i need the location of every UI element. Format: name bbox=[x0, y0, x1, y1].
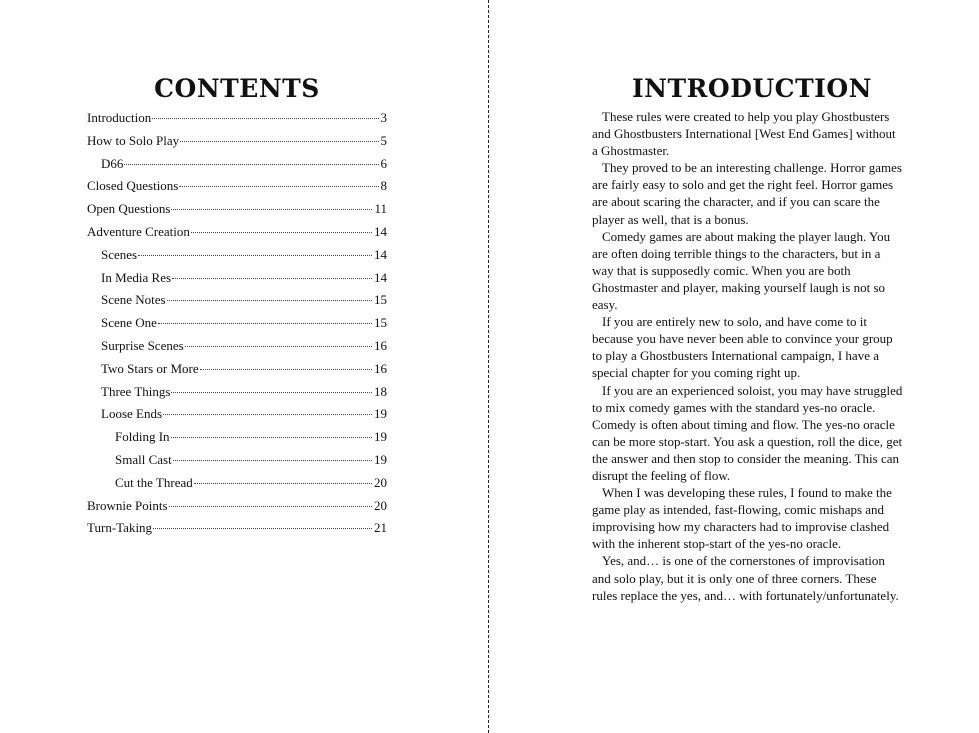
toc-entry-label: Cut the Thread bbox=[115, 474, 193, 490]
toc-entry bbox=[87, 130, 387, 153]
toc-entry bbox=[87, 358, 387, 381]
toc-entry bbox=[87, 472, 387, 495]
toc-entry-page: 21 bbox=[374, 520, 387, 536]
toc-leader-dots bbox=[171, 392, 372, 393]
toc-entry-label: Scene One bbox=[101, 315, 157, 331]
toc-entry-label: Surprise Scenes bbox=[101, 337, 184, 353]
contents-page bbox=[0, 0, 488, 733]
toc-entry-page: 11 bbox=[374, 201, 387, 217]
toc-leader-dots bbox=[185, 346, 372, 347]
toc-entry-label: Open Questions bbox=[87, 201, 171, 217]
intro-paragraph: Comedy games are about making the player laugh. You are often doing terrible things to the characters, but in a way that is supposedly comic. When you are both Ghostmaster and player, making yourself laugh is not so easy. bbox=[592, 228, 891, 313]
toc-entry bbox=[87, 244, 387, 267]
toc-entry bbox=[87, 107, 387, 130]
toc-entry bbox=[87, 517, 387, 540]
toc-entry-page: 19 bbox=[374, 451, 387, 467]
toc-entry-page: 14 bbox=[374, 269, 387, 285]
toc-entry bbox=[87, 289, 387, 312]
toc-entry-page: 20 bbox=[374, 474, 387, 490]
toc-entry-page: 16 bbox=[374, 337, 387, 353]
toc-entry-page: 16 bbox=[374, 360, 387, 376]
toc-leader-dots bbox=[172, 278, 372, 279]
toc-leader-dots bbox=[169, 506, 372, 507]
toc-entry bbox=[87, 221, 387, 244]
toc-entry bbox=[87, 153, 387, 176]
toc-leader-dots bbox=[138, 255, 372, 256]
toc-leader-dots bbox=[171, 209, 372, 210]
toc-entry-page: 19 bbox=[374, 429, 387, 445]
toc-entry bbox=[87, 198, 387, 221]
toc-entry-label: Scene Notes bbox=[101, 292, 166, 308]
toc-entry-label: Turn-Taking bbox=[87, 520, 153, 536]
introduction-body bbox=[592, 108, 904, 604]
contents-title: CONTENTS bbox=[154, 74, 320, 103]
toc-leader-dots bbox=[171, 437, 372, 438]
toc-entry bbox=[87, 381, 387, 404]
toc-entry-page: 20 bbox=[374, 497, 387, 513]
toc-entry-label: Loose Ends bbox=[101, 406, 163, 422]
page-divider bbox=[488, 0, 489, 733]
toc-leader-dots bbox=[173, 460, 372, 461]
toc-entry-page: 14 bbox=[374, 223, 387, 239]
toc-entry bbox=[87, 426, 387, 449]
toc-entry bbox=[87, 175, 387, 198]
toc-entry bbox=[87, 335, 387, 358]
toc-entry-label: Scenes bbox=[101, 246, 138, 262]
toc-leader-dots bbox=[163, 414, 372, 415]
toc-entry-page: 19 bbox=[374, 406, 387, 422]
toc-entry-page: 14 bbox=[374, 246, 387, 262]
toc-entry bbox=[87, 449, 387, 472]
toc-entry-label: Folding In bbox=[115, 429, 170, 445]
toc-entry-page: 3 bbox=[380, 110, 387, 125]
toc-leader-dots bbox=[167, 300, 372, 301]
toc-entry-label: Small Cast bbox=[115, 451, 172, 467]
toc-entry-label: How to Solo Play bbox=[87, 132, 180, 148]
toc-entry bbox=[87, 403, 387, 426]
toc-entry-label: Three Things bbox=[101, 383, 171, 399]
table-of-contents bbox=[87, 107, 387, 540]
toc-entry-page: 6 bbox=[380, 155, 387, 171]
toc-entry-label: D66 bbox=[101, 155, 124, 171]
toc-entry-page: 5 bbox=[380, 132, 387, 148]
toc-leader-dots bbox=[194, 483, 372, 484]
toc-entry-page: 15 bbox=[374, 292, 387, 308]
toc-entry-label: Introduction bbox=[87, 110, 152, 125]
toc-leader-dots bbox=[180, 141, 378, 142]
intro-paragraph: If you are entirely new to solo, and have come to it because you have never been able to convince your group to play a Ghostbusters International campaign, I have a special chapter for you coming right up. bbox=[592, 314, 893, 381]
toc-leader-dots bbox=[158, 323, 372, 324]
intro-paragraph: They proved to be an interesting challenge. Horror games are fairly easy to solo and get the right feel. Horror games are about scaring the character, and if you can scare the player as well, that is a bonus. bbox=[592, 160, 902, 227]
toc-leader-dots bbox=[153, 528, 372, 529]
toc-entry-page: 8 bbox=[380, 178, 387, 194]
toc-entry-label: Two Stars or More bbox=[101, 360, 199, 376]
toc-leader-dots bbox=[152, 118, 378, 119]
toc-entry bbox=[87, 312, 387, 335]
intro-paragraph: When I was developing these rules, I found to make the game play as intended, fast-flowing, comic mishaps and improvising how my characters had to improvise clashed with the inherent stop-start of the yes-no oracle. bbox=[592, 485, 892, 552]
toc-entry-page: 18 bbox=[374, 383, 387, 399]
toc-leader-dots bbox=[191, 232, 372, 233]
toc-entry-label: Adventure Creation bbox=[87, 223, 190, 239]
introduction-page bbox=[490, 0, 979, 733]
toc-leader-dots bbox=[124, 164, 378, 165]
toc-entry-label: In Media Res bbox=[101, 269, 172, 285]
intro-paragraph: Yes, and… is one of the cornerstones of improvisation and solo play, but it is only one of three corners. These rules replace the yes, and… with fortunately/unfortunately. bbox=[592, 553, 899, 603]
toc-entry bbox=[87, 495, 387, 518]
toc-leader-dots bbox=[179, 186, 378, 187]
toc-entry bbox=[87, 267, 387, 290]
introduction-title: INTRODUCTION bbox=[631, 74, 872, 103]
toc-leader-dots bbox=[200, 369, 372, 370]
intro-paragraph: These rules were created to help you play Ghostbusters and Ghostbusters International [West End Games] without a Ghostmaster. bbox=[592, 109, 896, 159]
toc-entry-page: 15 bbox=[374, 315, 387, 331]
toc-entry-label: Brownie Points bbox=[87, 497, 168, 513]
toc-entry-label: Closed Questions bbox=[87, 178, 179, 194]
intro-paragraph: If you are an experienced soloist, you may have struggled to mix comedy games with the standard yes-no oracle. Comedy is often about timing and flow. The yes-no oracle can be more stop-start. You ask a question, roll the dice, get the answer and then stop to consider the meaning. This can disrupt the feeling of flow. bbox=[592, 382, 903, 483]
